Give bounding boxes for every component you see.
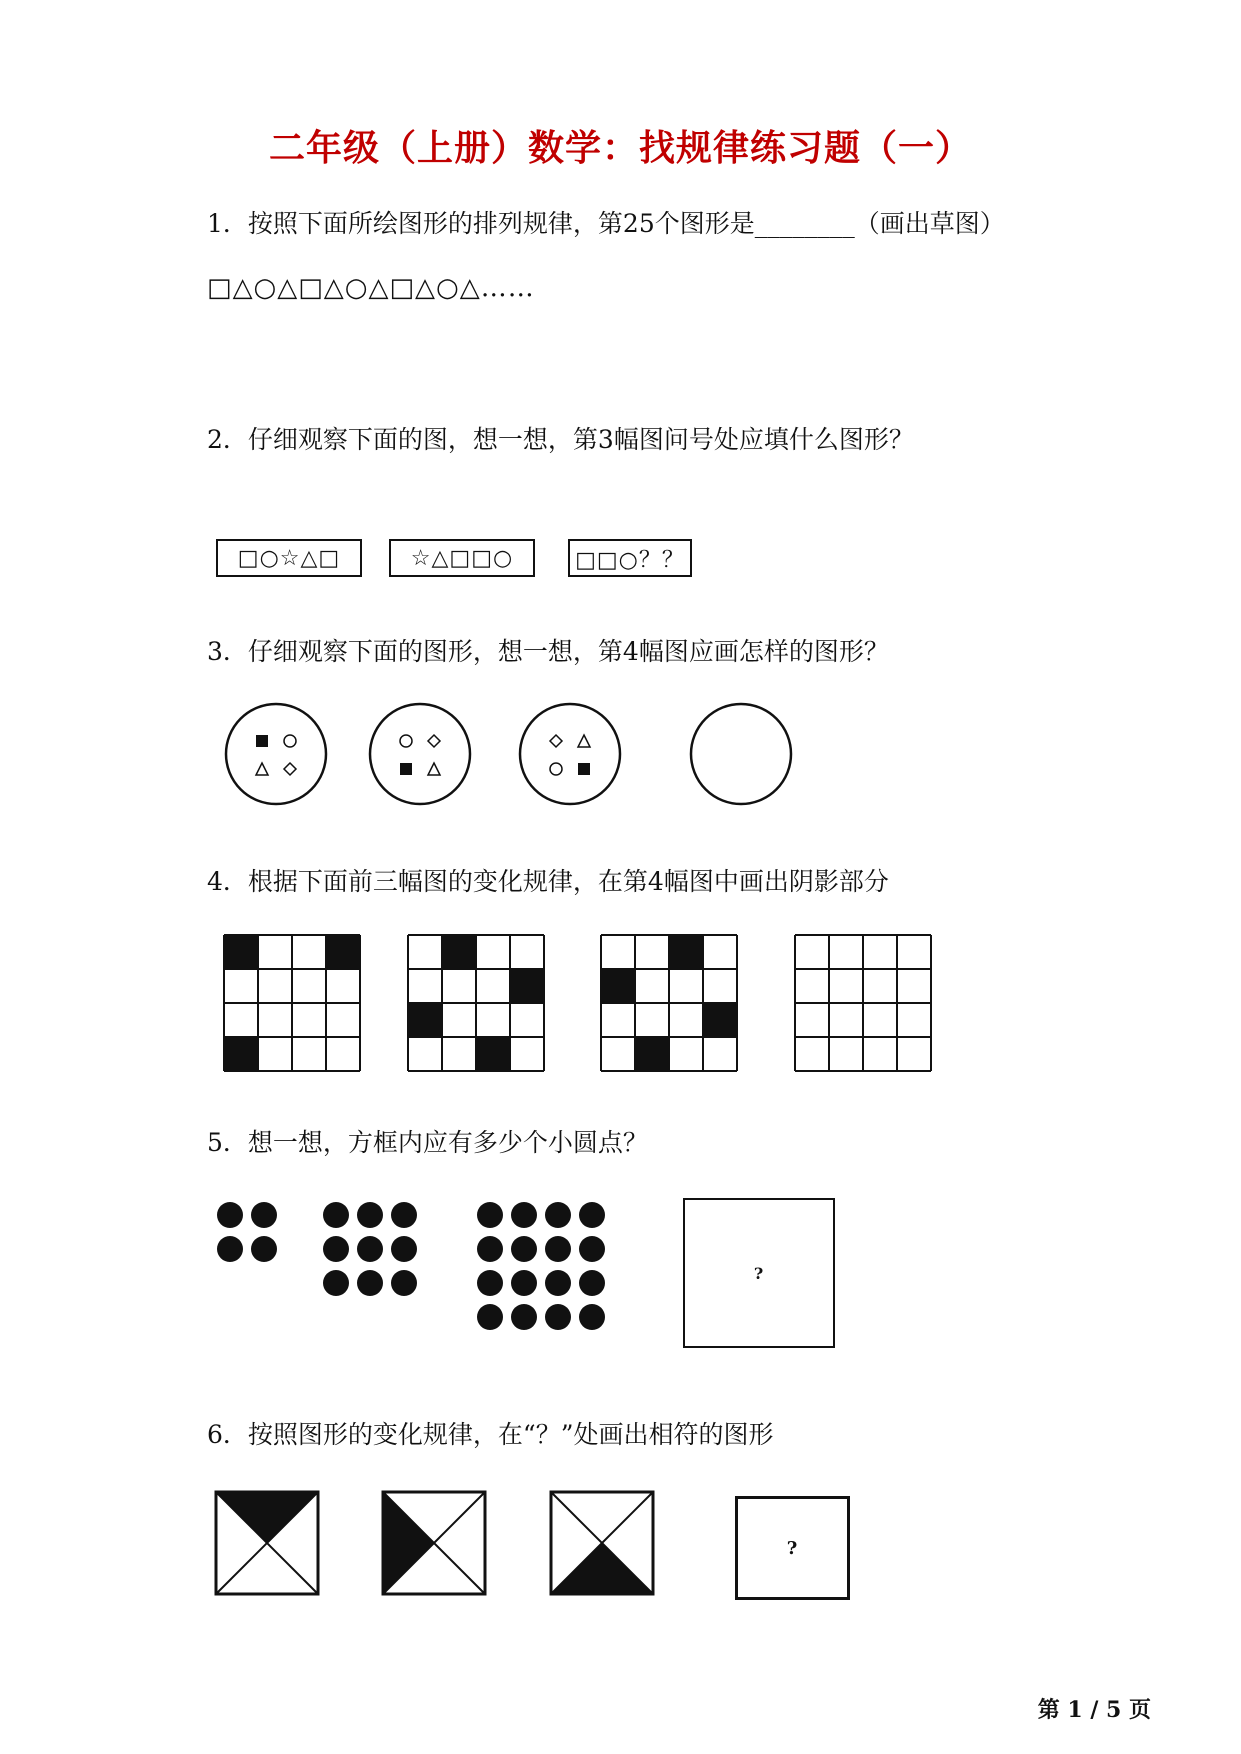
dot	[545, 1202, 571, 1228]
dot	[217, 1202, 243, 1228]
triangle-icon	[256, 763, 268, 775]
pattern-box-1: □○☆△□	[216, 539, 362, 577]
dot	[391, 1202, 417, 1228]
dot	[323, 1236, 349, 1262]
dot	[511, 1304, 537, 1330]
triangle-icon	[428, 763, 440, 775]
circle-figures	[0, 690, 1241, 830]
diamond-icon	[428, 735, 440, 747]
dot	[391, 1270, 417, 1296]
dot	[217, 1236, 243, 1262]
pattern-circle	[226, 704, 326, 804]
pattern-circle	[691, 704, 791, 804]
dot	[511, 1236, 537, 1262]
dot-answer-box: ?	[683, 1198, 835, 1348]
shaded-cell	[703, 1003, 737, 1037]
pattern-circle	[370, 704, 470, 804]
page-title: 二年级（上册）数学：找规律练习题（一）	[268, 127, 972, 169]
shaded-cell	[510, 969, 544, 1003]
shaded-cell	[224, 935, 258, 969]
dot	[357, 1270, 383, 1296]
shaded-cell	[601, 969, 635, 1003]
question-6: 6．按照图形的变化规律，在“？”处画出相符的图形	[207, 1420, 774, 1449]
triangle-answer-box: ?	[735, 1496, 850, 1600]
page-number: 第 1 / 5 页	[1037, 1697, 1151, 1723]
question-4: 4．根据下面前三幅图的变化规律，在第4幅图中画出阴影部分	[207, 867, 889, 896]
triangle-icon	[578, 735, 590, 747]
circle-icon	[550, 763, 562, 775]
pattern-circle	[520, 704, 620, 804]
shaded-cell	[224, 1037, 258, 1071]
dot-figures	[0, 1190, 1241, 1360]
dot	[323, 1202, 349, 1228]
dot	[391, 1236, 417, 1262]
dot	[323, 1270, 349, 1296]
shaded-triangle	[383, 1492, 434, 1594]
dot	[357, 1202, 383, 1228]
circle-icon	[400, 735, 412, 747]
shape-sequence: □△○△□△○△□△○△……	[207, 273, 535, 303]
shaded-cell	[408, 1003, 442, 1037]
dot	[251, 1236, 277, 1262]
dot	[579, 1304, 605, 1330]
dot	[251, 1202, 277, 1228]
shaded-cell	[635, 1037, 669, 1071]
shaded-cell	[326, 935, 360, 969]
question-2: 2．仔细观察下面的图，想一想，第3幅图问号处应填什么图形？	[207, 425, 914, 454]
shaded-triangle	[216, 1492, 318, 1543]
dot	[545, 1304, 571, 1330]
question-5: 5．想一想，方框内应有多少个小圆点？	[207, 1128, 648, 1157]
grid-figures	[0, 925, 1241, 1075]
dot	[477, 1236, 503, 1262]
shaded-triangle	[551, 1543, 653, 1594]
shaded-cell	[669, 935, 703, 969]
diamond-icon	[284, 763, 296, 775]
shaded-cell	[476, 1037, 510, 1071]
dot	[545, 1270, 571, 1296]
dot	[477, 1202, 503, 1228]
filled-square-icon	[400, 763, 412, 775]
pattern-box-3: □□○？？	[568, 539, 692, 577]
dot	[579, 1270, 605, 1296]
shaded-cell	[442, 935, 476, 969]
dot	[477, 1304, 503, 1330]
dot	[545, 1236, 571, 1262]
dot	[477, 1270, 503, 1296]
question-1: 1．按照下面所绘图形的排列规律，第25个图形是________（画出草图）	[207, 209, 1005, 238]
dot	[511, 1202, 537, 1228]
diamond-icon	[550, 735, 562, 747]
filled-square-icon	[256, 735, 268, 747]
dot	[511, 1270, 537, 1296]
circle-icon	[284, 735, 296, 747]
dot	[579, 1202, 605, 1228]
filled-square-icon	[578, 763, 590, 775]
dot	[579, 1236, 605, 1262]
triangle-figures	[0, 1480, 1241, 1610]
pattern-box-2: ☆△□□○	[389, 539, 535, 577]
question-3: 3．仔细观察下面的图形，想一想，第4幅图应画怎样的图形？	[207, 637, 889, 666]
dot	[357, 1236, 383, 1262]
